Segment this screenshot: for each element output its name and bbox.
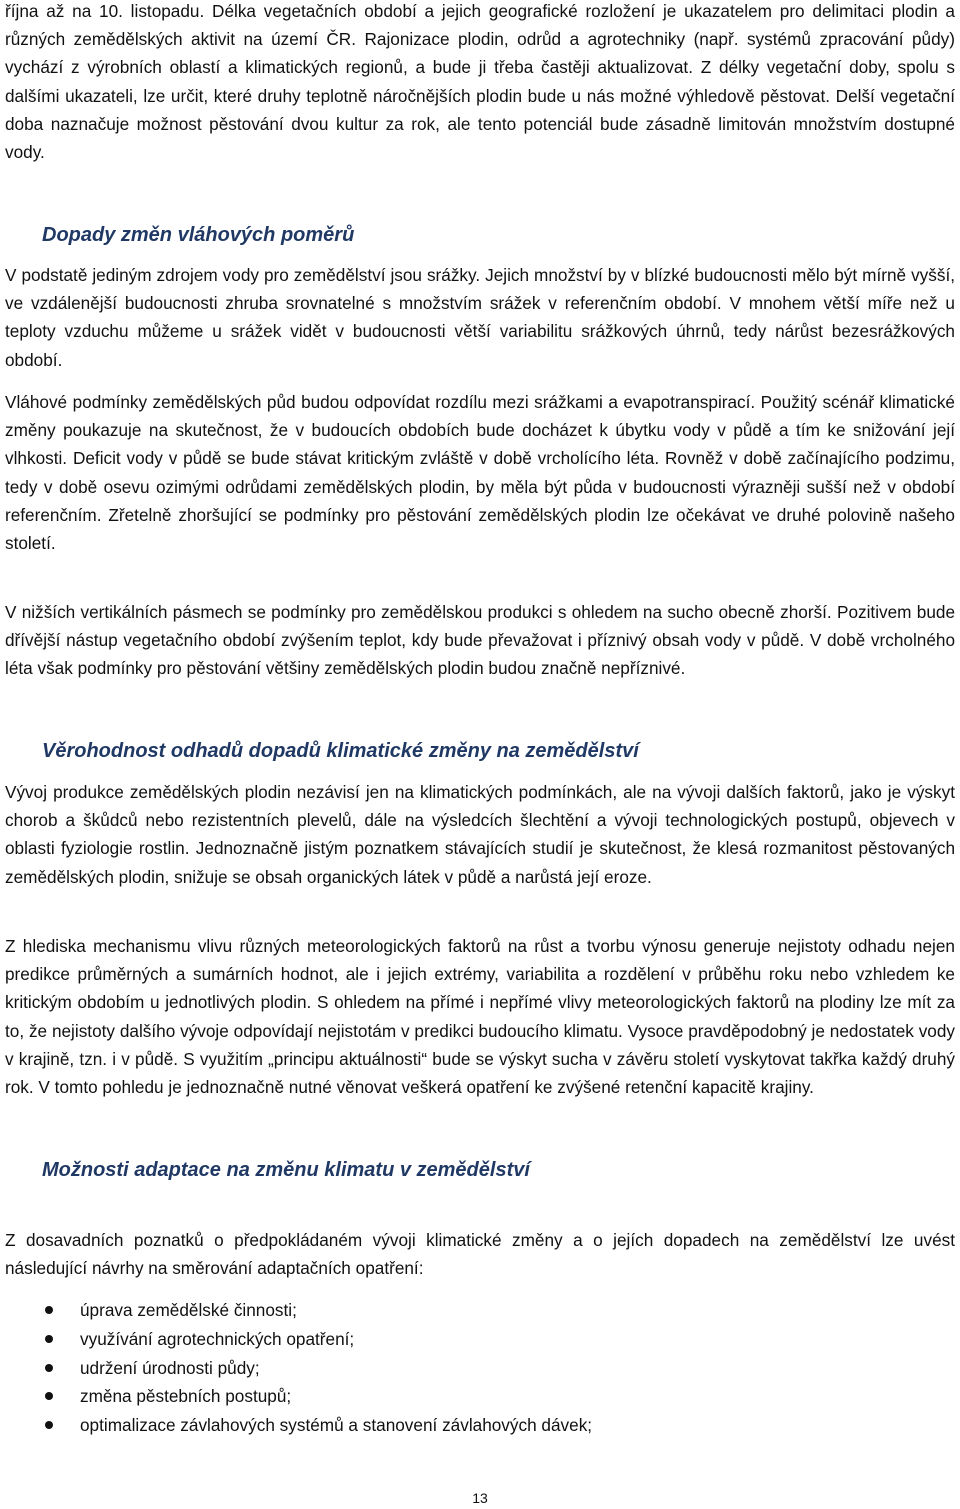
bullet-dot-icon	[45, 1306, 53, 1314]
bullet-dot-icon	[45, 1335, 53, 1343]
bullet-dot-icon	[45, 1421, 53, 1429]
list-item-text: udržení úrodnosti půdy;	[80, 1357, 260, 1378]
paragraph-production-factors: Vývoj produkce zemědělských plodin nezávisí jen na klimatických podmínkách, ale na vývoji dalších faktorů, jako je výskyt chorob a škůdců nebo rezistentních plevelů, dále na výsledcích šlechtění a vývoji technologických postupů, objevech v oblasti fyziologie rostlin. Jednoznačně jistým poznatkem stávajících studií je skutečnost, že klesá rozmanitost pěstovaných zemědělských plodin, snižuje se obsah organických látek v půdě a narůstá její eroze.	[5, 782, 955, 887]
paragraph-soil-moisture: Vláhové podmínky zemědělských půd budou odpovídat rozdílu mezi srážkami a evapotranspirací. Použitý scénář klimatické změny poukazuje na skutečnost, že v budoucích obdobích bude docházet k úbytku vody v půdě a tím ke snižování její vlhkosti. Deficit vody v půdě se bude stávat kritickým zvláště v době vrcholícího léta. Rovněž v době začínajícího podzimu, tedy v době osevu ozimými odrůdami zemědělských plodin, by měla být půda v budoucnosti výrazněji sušší než v období referenčním. Zřetelně zhoršující se podmínky pro pěstování zemědělských plodin lze očekávat ve druhé polovině našeho století.	[5, 392, 955, 554]
list-item	[5, 1354, 955, 1383]
list-item-text: úprava zemědělské činnosti;	[80, 1300, 297, 1320]
list-item-text: změna pěstebních postupů;	[80, 1386, 292, 1407]
list-item-text: optimalizace závlahových systémů a stanovení závlahových dávek;	[80, 1415, 593, 1436]
paragraph-vertical-zones: V nižších vertikálních pásmech se podmínky pro zemědělskou produkci s ohledem na sucho obecně zhorší. Pozitivem bude dřívější nástup vegetačního období zvýšením teplot, kdy bude převažovat i příznivý obsah vody v půdě. V době vrcholného léta však podmínky pro pěstování většiny zemědělských plodin budou značně nepříznivé.	[5, 602, 955, 679]
list-item	[5, 1411, 955, 1440]
page-number: 13	[472, 1490, 488, 1506]
paragraph-uncertainty: Z hlediska mechanismu vlivu různých meteorologických faktorů na růst a tvorbu výnosu generuje nejistoty odhadu nejen predikce průměrných a sumárních hodnot, ale i jejich extrémy, variabilita a rozdělení v průběhu roku nebo vzhledem ke kritickým obdobím u jednotlivých plodin. S ohledem na přímé i nepřímé vlivy meteorologických faktorů na plodiny lze mít za to, že nejistoty dalšího vývoje odpovídají nejistotám v predikci budoucího klimatu. Vysoce pravděpodobný je nedostatek vody v krajině, tzn. i v půdě. S využitím „principu aktuálnosti“ bude se výskyt sucha v závěru století vyskytovat takřka každý druhý rok. V tomto pohledu je jednoznačně nutné věnovat veškerá opatření ke zvýšené retenční kapacitě krajiny.	[5, 936, 955, 1098]
adaptation-measures-list	[5, 1296, 955, 1440]
bullet-dot-icon	[45, 1364, 53, 1372]
list-item	[5, 1296, 955, 1325]
heading-impact-reliability: Věrohodnost odhadů dopadů klimatické změny na zemědělství	[42, 740, 639, 762]
paragraph-precipitation: V podstatě jediným zdrojem vody pro zemědělství jsou srážky. Jejich množství by v blízké budoucnosti mělo být mírně vyšší, ve vzdálenější budoucnosti zhruba srovnatelné s množstvím srážek v referenčním období. V mnohem větší míře než u teploty vzduchu můžeme u srážek vidět v budoucnosti větší variabilitu srážkových úhrnů, tedy nárůst bezesrážkových období.	[5, 265, 955, 370]
paragraph-vegetation-period: října až na 10. listopadu. Délka vegetačních období a jejich geografické rozložení je ukazatelem pro delimitaci plodin a různých zemědělských aktivit na území ČR. Rajonizace plodin, odrůd a agrotechniky (např. systémů zpracování půdy) vychází z výrobních oblastí a klimatických regionů, a bude ji třeba častěji aktualizovat. Z délky vegetační doby, spolu s dalšími ukazateli, lze určit, které druhy teplotně náročnějších plodin bude u nás možné výhledově pěstovat. Delší vegetační doba naznačuje možnost pěstování dvou kultur za rok, ale tento potenciál bude zásadně limitován množstvím dostupné vody.	[5, 1, 955, 163]
paragraph-adaptation-intro: Z dosavadních poznatků o předpokládaném vývoji klimatické změny a o jejích dopadech na zemědělství lze uvést následující návrhy na směrování adaptačních opatření:	[5, 1230, 955, 1279]
list-item	[5, 1382, 955, 1411]
list-item	[5, 1325, 955, 1354]
heading-moisture-impacts: Dopady změn vláhových poměrů	[42, 224, 355, 246]
list-item-text: využívání agrotechnických opatření;	[80, 1328, 355, 1349]
bullet-dot-icon	[45, 1392, 53, 1400]
heading-adaptation: Možnosti adaptace na změnu klimatu v zemědělství	[42, 1159, 530, 1181]
